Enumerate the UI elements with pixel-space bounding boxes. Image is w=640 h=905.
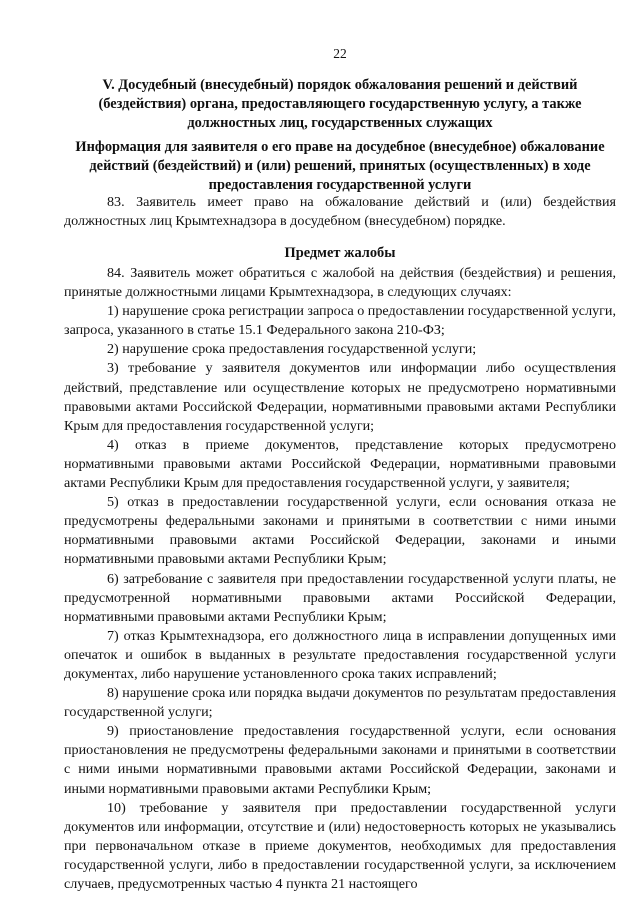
page-number: 22	[333, 46, 347, 61]
list-item: 3) требование у заявителя документов или информации либо осуществления действий, представление или осуществление которых не предусмотрено нормативными правовыми актами Российской Федерации, нормативными правовыми актами Республики Крым для предоставления государственной услуги;	[64, 360, 616, 434]
info-title: Информация для заявителя о его праве на досудебное (внесудебное) обжалование действий (бездействий) и (или) решений, принятых (осуществленных) в ходе предоставления государственной услуги	[75, 139, 605, 193]
list-item: 6) затребование с заявителя при предоставлении государственной услуги платы, не предусмотренной нормативными правовыми актами Российской Федерации, нормативными правовыми актами Республики Крым;	[64, 570, 616, 625]
subject-title: Предмет жалобы	[284, 245, 396, 261]
paragraph-83: 83. Заявитель имеет право на обжалование действий и (или) бездействия должностных лиц Крымтехнадзора в досудебном (внесудебном) порядке.	[64, 194, 616, 230]
section-title-block	[64, 76, 616, 133]
paragraph-83-block	[64, 193, 616, 231]
subject-title-block	[64, 244, 616, 263]
list-item: 4) отказ в приеме документов, представление которых предусмотрено нормативными правовыми актами Российской Федерации, нормативными правовыми актами Республики Крым для предоставления государственной услуги, у заявителя;	[64, 436, 616, 492]
list-item: 8) нарушение срока или порядка выдачи документов по результатам предоставления государственной услуги;	[64, 685, 616, 721]
section-title: V. Досудебный (внесудебный) порядок обжалования решений и действий (бездействия) органа, предоставляющего государственную услугу, а также должностных лиц, государственных служащих	[98, 77, 582, 131]
list-item: 10) требование у заявителя при предоставлении государственной услуги документов или информации, отсутствие и (или) недостоверность которых не указывались при первоначальном отказе в приеме документов, необходимых для предоставления государственной услуги, либо в предоставлении государственной услуги, за исключением случаев, предусмотренных частью 4 пункта 21 настоящего	[64, 799, 616, 892]
list-item: 2) нарушение срока предоставления государственной услуги;	[107, 341, 477, 358]
list-item: 5) отказ в предоставлении государственной услуги, если основания отказа не предусмотрены федеральными законами и принятыми в соответствии с ними иными нормативными правовыми актами Российской Федерации, законами и иными нормативными правовыми актами Республики Крым;	[64, 494, 616, 568]
list-item: 9) приостановление предоставления государственной услуги, если основания приостановления не предусмотрены федеральными законами и принятыми в соответствии с ними иными нормативными правовыми актами Российской Федерации, законами и иными нормативными правовыми актами Республики Крым;	[64, 723, 616, 797]
list-item: 1) нарушение срока регистрации запроса о предоставлении государственной услуги, запроса, указанного в статье 15.1 Федерального закона 210-ФЗ;	[64, 303, 616, 339]
list-item: 7) отказ Крымтехнадзора, его должностного лица в исправлении допущенных ими опечаток и ошибок в выданных в результате предоставления государственной услуги документах, либо нарушение установленного срока таких исправлений;	[64, 627, 616, 682]
info-title-block	[64, 138, 616, 195]
paragraph-84: 84. Заявитель может обратиться с жалобой на действия (бездействия) и решения, принятые должностными лицами Крымтехнадзора, в следующих случаях:	[64, 265, 616, 301]
complaint-cases	[64, 264, 616, 894]
